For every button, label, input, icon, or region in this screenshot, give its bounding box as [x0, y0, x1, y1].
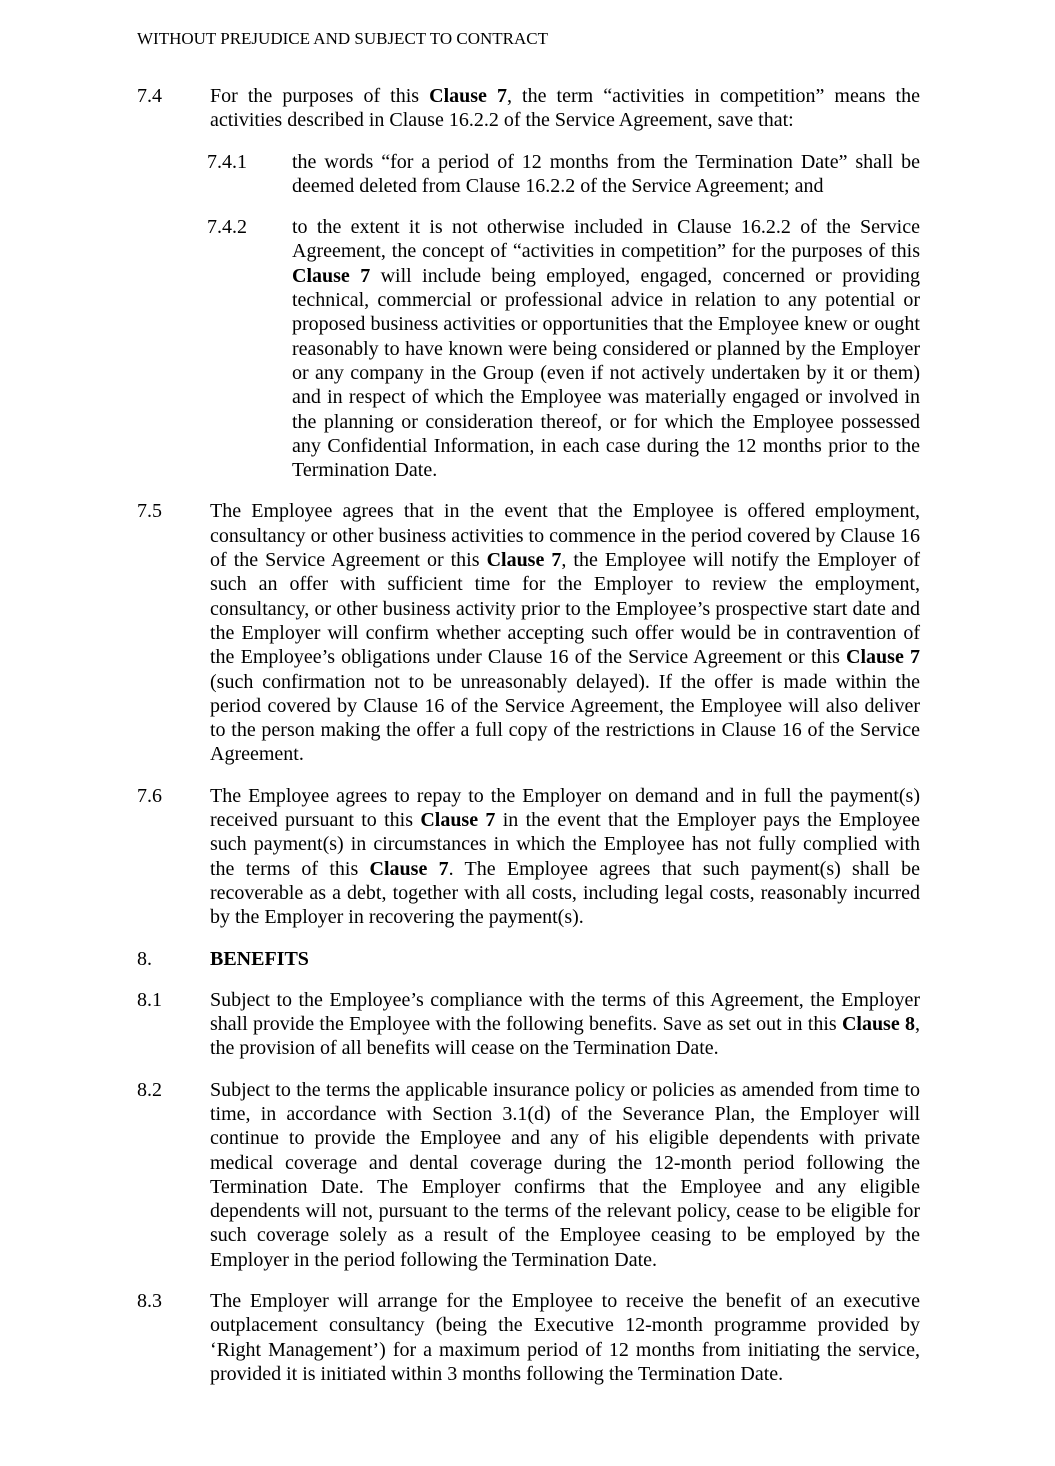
clause-number: 8.: [137, 947, 152, 970]
text-run: , the term “activities in competition” means the activities described in Clause 16.2.2 of the Service Agreement, save that:: [210, 85, 920, 132]
clause-text: [210, 1078, 920, 1272]
clause-row: [137, 947, 920, 971]
text-run: Clause 8: [841, 1013, 915, 1036]
clause-text: [210, 947, 920, 971]
clause-number: 8.1: [137, 988, 162, 1011]
text-run: The Employee agrees that in the event that the Employee is offered employment, consultancy or other business activities to commence in the period covered by Clause 16 of the Service Agreement or this: [210, 500, 920, 572]
document-header: WITHOUT PREJUDICE AND SUBJECT TO CONTRACT: [137, 29, 549, 48]
clause-row: [207, 215, 920, 482]
clause-text: [292, 215, 920, 482]
text-run: will include being employed, engaged, concerned or providing technical, commercial or professional advice in relation to any potential or proposed business activities or opportunities that the Employee knew or ought reasonably to have known were being considered or planned by the Employer or any company in the Group (even if not actively undertaken by it or them) and in respect of which the Employee was materially engaged or involved in the planning or consideration thereof, or for which the Employee possessed any Confidential Information, in each case during the 12 months prior to the Termination Date.: [292, 264, 920, 482]
clause-text: [292, 150, 920, 199]
clause-number: 7.4.2: [207, 216, 247, 239]
text-run: The Employer will arrange for the Employee to receive the benefit of an executive outplacement consultancy (being the Executive 12-month programme provided by ‘Right Management’) for a maximum period of 12 months from initiating the service, provided it is initiated within 3 months following the Termination Date.: [210, 1290, 920, 1385]
clause-row: [137, 988, 920, 1061]
text-run: Clause 7: [846, 646, 920, 669]
text-run: the words “for a period of 12 months from the Termination Date” shall be deemed deleted from Clause 16.2.2 of the Service Agreement; and: [292, 150, 920, 197]
text-run: , the provision of all benefits will cease on the Termination Date.: [210, 1013, 920, 1060]
clause-row: [137, 1078, 920, 1272]
text-run: Subject to the Employee’s compliance with the terms of this Agreement, the Employer shall provide the Employee with the following benefits. Save as set out in this: [210, 988, 920, 1036]
clause-number: 7.4.1: [207, 150, 247, 173]
clause-text: [210, 499, 920, 766]
clause-text: [210, 84, 920, 133]
text-run: (such confirmation not to be unreasonably delayed). If the offer is made within the period covered by Clause 16 of the Service Agreement, the Employee will also deliver to the person making the offer a full copy of the restrictions in Clause 16 of the Service Agreement.: [210, 670, 920, 766]
clause-list: [137, 84, 920, 1386]
text-run: For the purposes of this: [210, 85, 430, 107]
clause-row: [137, 84, 920, 133]
clause-number: 8.2: [137, 1078, 162, 1101]
text-run: BENEFITS: [210, 947, 309, 970]
text-run: The Employee agrees to repay to the Employer on demand and in full the payment(s) received pursuant to this: [210, 784, 920, 832]
clause-number: 7.5: [137, 500, 162, 523]
clause-row: [137, 499, 920, 766]
text-run: Clause 7: [486, 549, 562, 572]
clause-text: [210, 784, 920, 930]
text-run: Subject to the terms the applicable insurance policy or policies as amended from time to time, in accordance with Section 3.1(d) of the Severance Plan, the Employer will continue to provide the Employee and any of his eligible dependents with private medical coverage and dental coverage during the 12-month period following the Termination Date. The Employer confirms that the Employee and any eligible dependents will not, pursuant to the terms of the relevant policy, cease to be eligible for such coverage solely as a result of the Employee ceasing to be employed by the Employer in the period following the Termination Date.: [210, 1078, 920, 1271]
clause-text: [210, 1289, 920, 1386]
text-run: to the extent it is not otherwise included in Clause 16.2.2 of the Service Agreement, the concept of “activities in competition” for the purposes of this: [292, 216, 920, 263]
text-run: Clause 7: [420, 809, 496, 832]
text-run: Clause 7: [292, 264, 371, 287]
clause-number: 7.4: [137, 85, 162, 107]
clause-row: [137, 1289, 920, 1386]
text-run: , the Employee will notify the Employer of such an offer with sufficient time for the Employer to review the employment, consultancy, or other business activity prior to the Employee’s prospective start date and the Employer will confirm whether accepting such offer would be in contravention of the Employee’s obligations under Clause 16 of the Service Agreement or this: [210, 549, 920, 669]
clause-row: [137, 784, 920, 930]
clause-number: 8.3: [137, 1290, 162, 1313]
text-run: Clause 7: [429, 85, 507, 107]
clause-row: [207, 150, 920, 199]
text-run: Clause 7: [369, 857, 449, 880]
text-run: . The Employee agrees that such payment(s) shall be recoverable as a debt, together with all costs, including legal costs, reasonably incurred by the Employer in recovering the payment(s).: [210, 857, 920, 929]
text-run: in the event that the Employer pays the Employee such payment(s) in circumstances in which the Employee has not fully complied with the terms of this: [210, 809, 920, 880]
clause-number: 7.6: [137, 784, 162, 807]
clause-text: [210, 988, 920, 1061]
